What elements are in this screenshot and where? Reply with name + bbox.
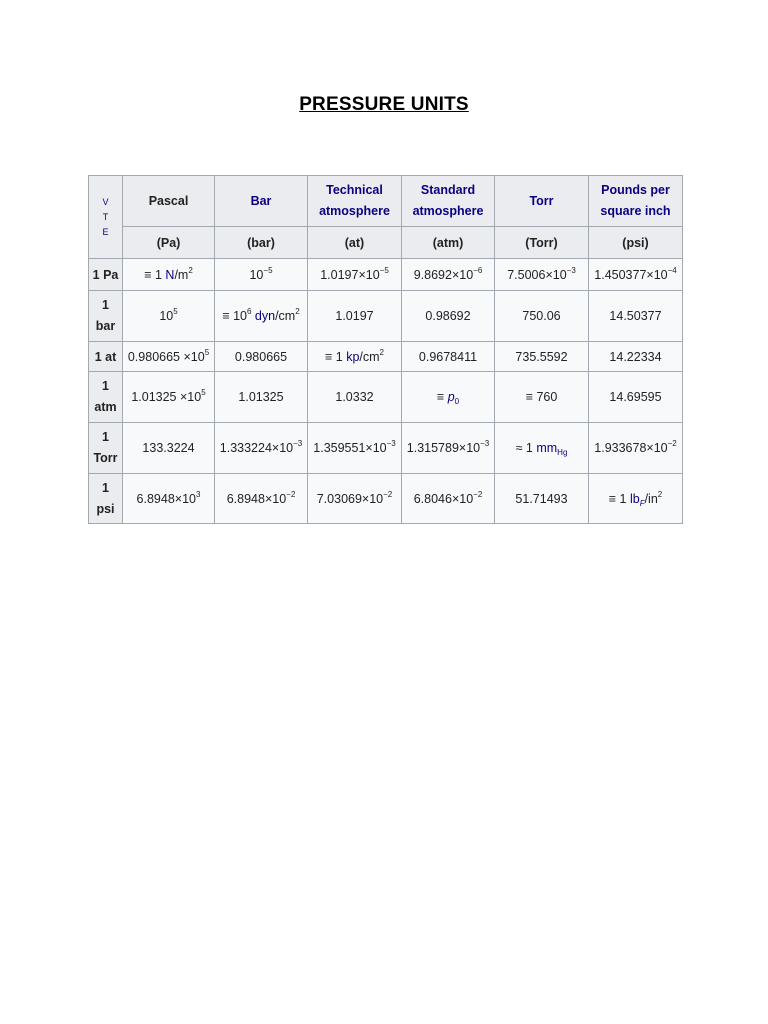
row-header-torr: 1 Torr (89, 423, 123, 474)
cell-torr-bar: $1.333224\times 10^{-3}$ (215, 423, 308, 474)
cell-pa-atm: $9.8692\times 10^{-6}$ (402, 259, 495, 291)
cell-atm-at: 1.0332 (308, 372, 402, 423)
kilopond-link[interactable]: kp (346, 349, 360, 364)
cell-pa-psi: $1.450377\times 10^{-4}$ (589, 259, 683, 291)
standard-pressure-link[interactable]: p (447, 390, 455, 404)
table-row-at (89, 342, 683, 372)
cell-bar-pascal: $10^5$ (123, 291, 215, 342)
row-header-atm: 1 atm (89, 372, 123, 423)
cell-torr-psi: $1.933678\times 10^{-2}$ (589, 423, 683, 474)
cell-psi-torr: 51.71493 (495, 474, 589, 524)
cell-bar-at: 1.0197 (308, 291, 402, 342)
unit-pa: (Pa) (123, 227, 215, 259)
header-row (89, 176, 683, 227)
dyne-link[interactable]: dyn (251, 309, 276, 323)
cell-torr-atm: $1.315789\times 10^{-3}$ (402, 423, 495, 474)
cell-bar-torr: 750.06 (495, 291, 589, 342)
cell-atm-bar: 1.01325 (215, 372, 308, 423)
table-row-psi (89, 474, 683, 524)
vte-cell (89, 176, 123, 259)
row-header-psi: 1 psi (89, 474, 123, 524)
cell-at-at: ≡ 1 $kp/cm^2$ (308, 342, 402, 372)
cell-atm-atm: ≡ $p_0$ (402, 372, 495, 423)
cell-torr-torr: ≈ 1 $mm_{Hg}$ (495, 423, 589, 474)
page-title: PRESSURE UNITS (299, 94, 469, 115)
col-header-technical-atmosphere[interactable]: Technical atmosphere (308, 176, 402, 227)
table-row-torr (89, 423, 683, 474)
cell-pa-pascal: ≡ 1 $N/m^2$ (123, 259, 215, 291)
col-header-torr[interactable]: Torr (495, 176, 589, 227)
cell-atm-pascal: $1.01325 \times 10^5$ (123, 372, 215, 423)
cell-at-torr: 735.5592 (495, 342, 589, 372)
cell-psi-atm: $6.8046\times 10^{-2}$ (402, 474, 495, 524)
col-header-bar[interactable]: Bar (215, 176, 308, 227)
cell-bar-bar: ≡ $10^6$ dyn/$cm^2$ (215, 291, 308, 342)
col-header-pascal: Pascal (123, 176, 215, 227)
cell-bar-atm: 0.98692 (402, 291, 495, 342)
cell-psi-bar: $6.8948\times 10^{-2}$ (215, 474, 308, 524)
col-header-standard-atmosphere[interactable]: Standard atmosphere (402, 176, 495, 227)
table-row-atm (89, 372, 683, 423)
cell-at-bar: 0.980665 (215, 342, 308, 372)
unit-row (89, 227, 683, 259)
view-link[interactable]: V (102, 196, 109, 207)
edit-link[interactable]: E (102, 226, 109, 237)
col-header-psi[interactable]: Pounds per square inch (589, 176, 683, 227)
table-row-bar (89, 291, 683, 342)
mmhg-link[interactable]: $mm_{Hg}$ (536, 441, 568, 457)
cell-psi-at: $7.03069\times 10^{-2}$ (308, 474, 402, 524)
unit-psi: (psi) (589, 227, 683, 259)
row-header-at: 1 at (89, 342, 123, 372)
unit-torr: (Torr) (495, 227, 589, 259)
cell-atm-psi: 14.69595 (589, 372, 683, 423)
cell-bar-psi: 14.50377 (589, 291, 683, 342)
pound-force-link[interactable]: $lb_F$ (629, 491, 645, 508)
talk-link[interactable]: T (102, 211, 109, 222)
pressure-units-table (88, 175, 683, 524)
table-row-pa (89, 259, 683, 291)
unit-at: (at) (308, 227, 402, 259)
unit-bar: (bar) (215, 227, 308, 259)
cell-pa-torr: $7.5006\times 10^{-3}$ (495, 259, 589, 291)
cell-psi-psi: ≡ 1 $lb_F/in^2$ (589, 474, 683, 524)
cell-psi-pascal: $6.8948\times 10^3$ (123, 474, 215, 524)
cell-pa-bar: $10^{-5}$ (215, 259, 308, 291)
cell-torr-pascal: 133.3224 (123, 423, 215, 474)
newton-link[interactable]: N (165, 267, 175, 282)
cell-pa-at: $1.0197\times 10^{-5}$ (308, 259, 402, 291)
row-header-pa: 1 Pa (89, 259, 123, 291)
cell-at-pascal: $0.980665 \times 10^5$ (123, 342, 215, 372)
cell-torr-at: $1.359551\times 10^{-3}$ (308, 423, 402, 474)
cell-at-psi: 14.22334 (589, 342, 683, 372)
unit-atm: (atm) (402, 227, 495, 259)
row-header-bar: 1 bar (89, 291, 123, 342)
cell-atm-torr: ≡ 760 (495, 372, 589, 423)
cell-at-atm: 0.9678411 (402, 342, 495, 372)
